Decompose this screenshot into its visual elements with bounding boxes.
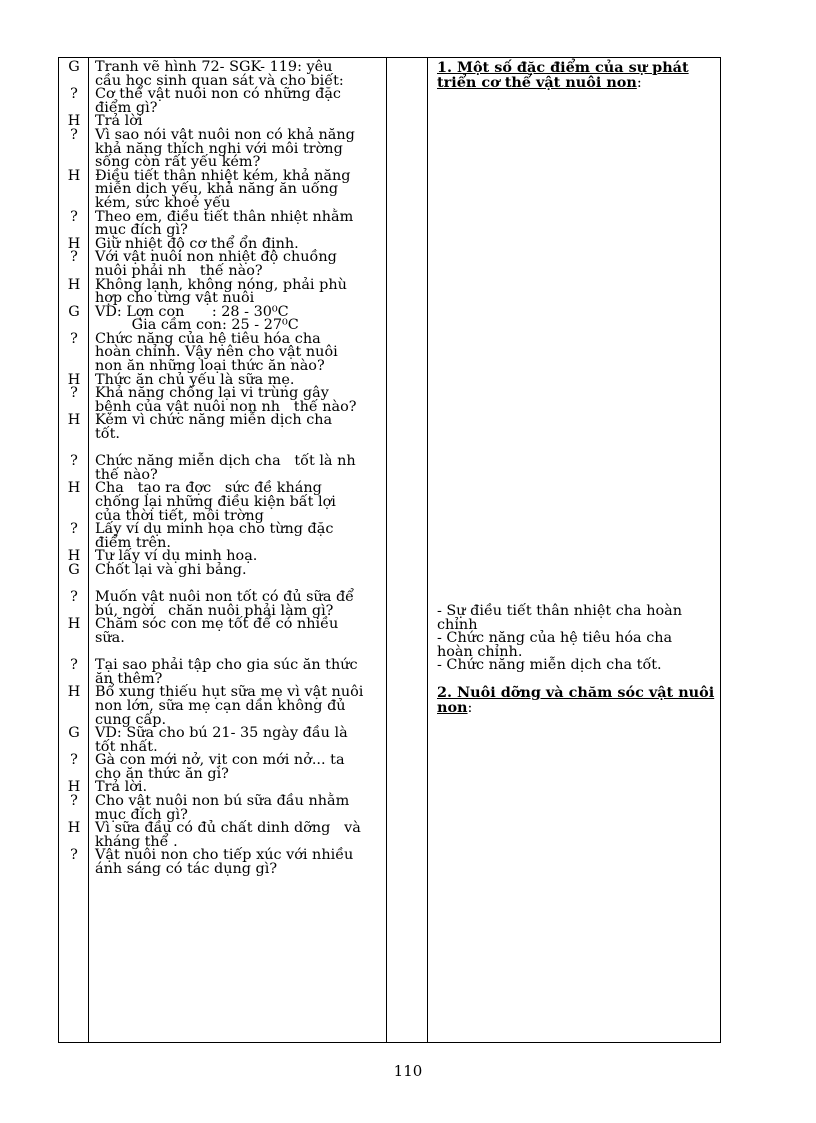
speaker-label: H (67, 480, 81, 497)
dialogue-line: Bổ xung thiếu hụt sữa mẹ vì vật nuôi (95, 684, 364, 701)
development-summary (437, 605, 721, 673)
section-heading-1-text: 1. Một số đặc điểm của sự phát triển cơ thể vật nuôi non (437, 59, 689, 91)
dialogue-line: Vì sao nói vật nuôi non có khả năng (95, 126, 355, 143)
dialogue-text (89, 822, 382, 849)
dialogue-line: Gia cầm con: 25 - 27⁰C (95, 317, 299, 334)
speaker-label: ? (70, 589, 78, 606)
page-number: 110 (393, 1062, 423, 1080)
dialogue-line: Thức ăn chủ yếu là sữa mẹ. (95, 371, 295, 388)
speaker-label: ? (70, 521, 78, 538)
dialogue-text (89, 455, 382, 482)
speaker-label: ? (70, 249, 78, 266)
dialogue-row (59, 251, 387, 278)
dialogue-line: Khả năng chống lại vi trùng gây (95, 385, 329, 402)
dialogue-row (59, 482, 387, 523)
speaker-label: H (67, 412, 81, 429)
dialogue-text (89, 591, 382, 618)
dialogue-line: kém, sức khoẻ yếu (95, 194, 231, 211)
dialogue-line: Gà con mới nở, vịt con mới nở... ta (95, 752, 345, 769)
dialogue-text (89, 88, 382, 115)
dialogue-line: non lớn, sữa mẹ cạn dần không đủ (95, 697, 346, 714)
dialogue-line: chống lại những điều kiện bất lợi (95, 494, 336, 510)
dialogue-line: cung cấp. (95, 711, 167, 728)
dialogue-line: Vật nuôi non cho tiếp xúc với nhiều (95, 847, 354, 864)
summary-line: hoàn chỉnh. (437, 643, 523, 660)
speaker-label: H (67, 235, 81, 252)
speaker-label: H (67, 113, 81, 130)
dialogue-row (59, 303, 387, 334)
dialogue-text (89, 523, 382, 550)
dialogue-line: sống còn rất yếu kém? (95, 154, 261, 171)
dialogue-row (59, 727, 387, 754)
speaker-label: ? (70, 657, 78, 674)
speaker-label: ? (70, 752, 78, 769)
dialogue-row (59, 795, 387, 822)
dialogue-line: Chăm sóc con mẹ tốt để có nhiều (95, 616, 339, 633)
dialogue-line: khả năng thích nghi với môi trờng (95, 140, 343, 157)
dialogue-text (89, 208, 382, 239)
dialogue-line: Chức năng của hệ tiêu hóa cha (95, 330, 321, 347)
dialogue-row (59, 167, 387, 211)
dialogue-row (59, 618, 387, 645)
summary-line: - Chức năng của hệ tiêu hóa cha (437, 630, 673, 647)
dialogue-line: miễn dịch yếu, khả năng ăn uống (95, 181, 339, 198)
dialogue-row (59, 414, 387, 441)
speaker-label: ? (70, 385, 78, 402)
dialogue-row (59, 849, 387, 876)
dialogue-line: điểm trên. (95, 534, 171, 551)
speaker-label: ? (70, 126, 78, 143)
speaker-label: ? (70, 453, 78, 470)
dialogue-text (89, 387, 382, 414)
section-heading-1-suffix: : (636, 74, 642, 91)
lesson-table (58, 57, 721, 1043)
section-heading-1 (437, 61, 721, 90)
dialogue-text (89, 561, 382, 578)
dialogue-line: Trả lời. (95, 779, 148, 796)
dialogue-text (89, 727, 382, 754)
dialogue-line: Lấy ví dụ minh họa cho từng đặc (95, 521, 334, 538)
speaker-label: ? (70, 330, 78, 347)
dialogue-row (59, 523, 387, 550)
speaker-label: G (68, 561, 80, 578)
dialogue-line: mục đích gì? (95, 806, 188, 823)
dialogue-line: tốt nhất. (95, 738, 158, 755)
column-divider-notes (427, 58, 428, 1042)
dialogue-line: Theo em, điều tiết thân nhiệt nhằm (95, 208, 354, 225)
dialogue-line: Cho vật nuôi non bú sữa đầu nhằm (95, 793, 350, 810)
dialogue-line: điểm gì? (95, 99, 158, 116)
dialogue-line: ăn thêm? (95, 670, 163, 687)
dialogue-row (59, 208, 387, 239)
dialogue-row (59, 591, 387, 618)
dialogue-row (59, 126, 387, 171)
speaker-label: G (68, 303, 80, 320)
dialogue-row (59, 561, 387, 578)
dialogue-line: hợp cho từng vật nuôi (95, 290, 255, 307)
dialogue-text (89, 686, 382, 727)
dialogue-line: Chức năng miễn dịch cha tốt là nh (95, 453, 356, 470)
dialogue-row (59, 659, 387, 686)
dialogue-text (89, 795, 382, 822)
dialogue-line: tốt. (95, 426, 120, 443)
speaker-label: ? (70, 86, 78, 103)
dialogue-line: bệnh của vật nuôi non nh thế nào? (95, 398, 357, 415)
dialogue-line: Trả lời (95, 113, 143, 130)
dialogue-text (89, 330, 382, 375)
dialogue-text (89, 849, 382, 876)
dialogue-row (59, 822, 387, 849)
dialogue-line: Tự lấy ví dụ minh hoạ. (95, 548, 258, 565)
dialogue-text (89, 659, 382, 686)
dialogue-line: Không lạnh, không nóng, phải phù (95, 276, 347, 293)
dialogue-text (89, 754, 382, 781)
dialogue-row (59, 455, 387, 482)
dialogue-line: Chốt lại và ghi bảng. (95, 561, 247, 578)
dialogue-row (59, 61, 387, 88)
dialogue-line: của thời tiết, môi trờng (95, 507, 264, 524)
dialogue-text (89, 303, 382, 334)
dialogue-line: Giữ nhiệt độ cơ thể ổn định. (95, 235, 299, 252)
dialogue-line: Điều tiết thân nhiệt kém, khả năng (95, 167, 351, 184)
dialogue-line: Muốn vật nuôi non tốt có đủ sữa để (95, 589, 355, 606)
dialogue-row (59, 686, 387, 727)
dialogue-row (59, 88, 387, 115)
dialogue-row (59, 276, 387, 307)
dialogue-line: Cơ thể vật nuôi non có những đặc (95, 86, 341, 103)
dialogue-text (89, 251, 382, 278)
dialogue-line: Vì sữa đầu có đủ chất dinh dỡng và (95, 820, 361, 837)
dialogue-row (59, 754, 387, 781)
speaker-label: H (67, 616, 81, 633)
section-heading-2-suffix: : (467, 699, 473, 716)
dialogue-line: hoàn chỉnh. Vậy nên cho vật nuôi (95, 344, 338, 361)
dialogue-line: Tranh vẽ hình 72- SGK- 119: yêu (95, 59, 333, 75)
speaker-label: H (67, 548, 81, 565)
dialogue-line: non ăn những loại thức ăn nào? (95, 358, 325, 375)
summary-line: chỉnh (437, 616, 478, 633)
speaker-label: G (68, 59, 80, 75)
summary-line: - Sự điều tiết thân nhiệt cha hoàn (437, 603, 682, 619)
speaker-label: H (67, 167, 81, 184)
dialogue-line: VD: Sữa cho bú 21- 35 ngày đầu là (95, 725, 348, 742)
section-heading-2 (437, 686, 721, 715)
dialogue-line: Cha tạo ra đợc sức đề kháng (95, 480, 322, 497)
dialogue-line: sữa. (95, 629, 125, 646)
dialogue-line: Tại sao phải tập cho gia súc ăn thức (95, 657, 358, 674)
dialogue-text (89, 414, 382, 441)
dialogue-text (89, 618, 382, 645)
dialogue-line: nuôi phải nh thế nào? (95, 262, 263, 279)
dialogue-line: mục đích gì? (95, 222, 188, 239)
dialogue-line: VD: Lợn con : 28 - 30⁰C (95, 303, 289, 320)
teacher-student-dialogue (59, 61, 387, 877)
speaker-label: H (67, 779, 81, 796)
dialogue-line: cho ăn thức ăn gì? (95, 765, 229, 782)
dialogue-line: Kém vì chức năng miễn dịch cha (95, 412, 333, 429)
speaker-label: G (68, 725, 80, 742)
dialogue-line: ánh sáng có tác dụng gì? (95, 861, 278, 878)
speaker-label: ? (70, 208, 78, 225)
dialogue-line: thế nào? (95, 466, 158, 483)
dialogue-line: bú, ngời chăn nuôi phải làm gì? (95, 602, 334, 619)
dialogue-line: kháng thể . (95, 833, 178, 850)
dialogue-text (89, 482, 382, 523)
speaker-label: ? (70, 793, 78, 810)
dialogue-text (89, 276, 382, 307)
dialogue-line: Với vật nuôi non nhiệt độ chuồng (95, 249, 337, 266)
speaker-label: H (67, 371, 81, 388)
speaker-label: H (67, 684, 81, 701)
dialogue-line: cầu học sinh quan sát và cho biết: (95, 72, 344, 89)
speaker-label: H (67, 276, 81, 293)
section-heading-2-text: 2. Nuôi dỡng và chăm sóc vật nuôi non (437, 684, 715, 716)
summary-line: - Chức năng miễn dịch cha tốt. (437, 657, 662, 674)
dialogue-text (89, 167, 382, 211)
dialogue-row (59, 387, 387, 414)
speaker-label: H (67, 820, 81, 837)
speaker-label: ? (70, 847, 78, 864)
dialogue-text (89, 126, 382, 171)
dialogue-text (89, 61, 382, 88)
dialogue-row (59, 330, 387, 375)
